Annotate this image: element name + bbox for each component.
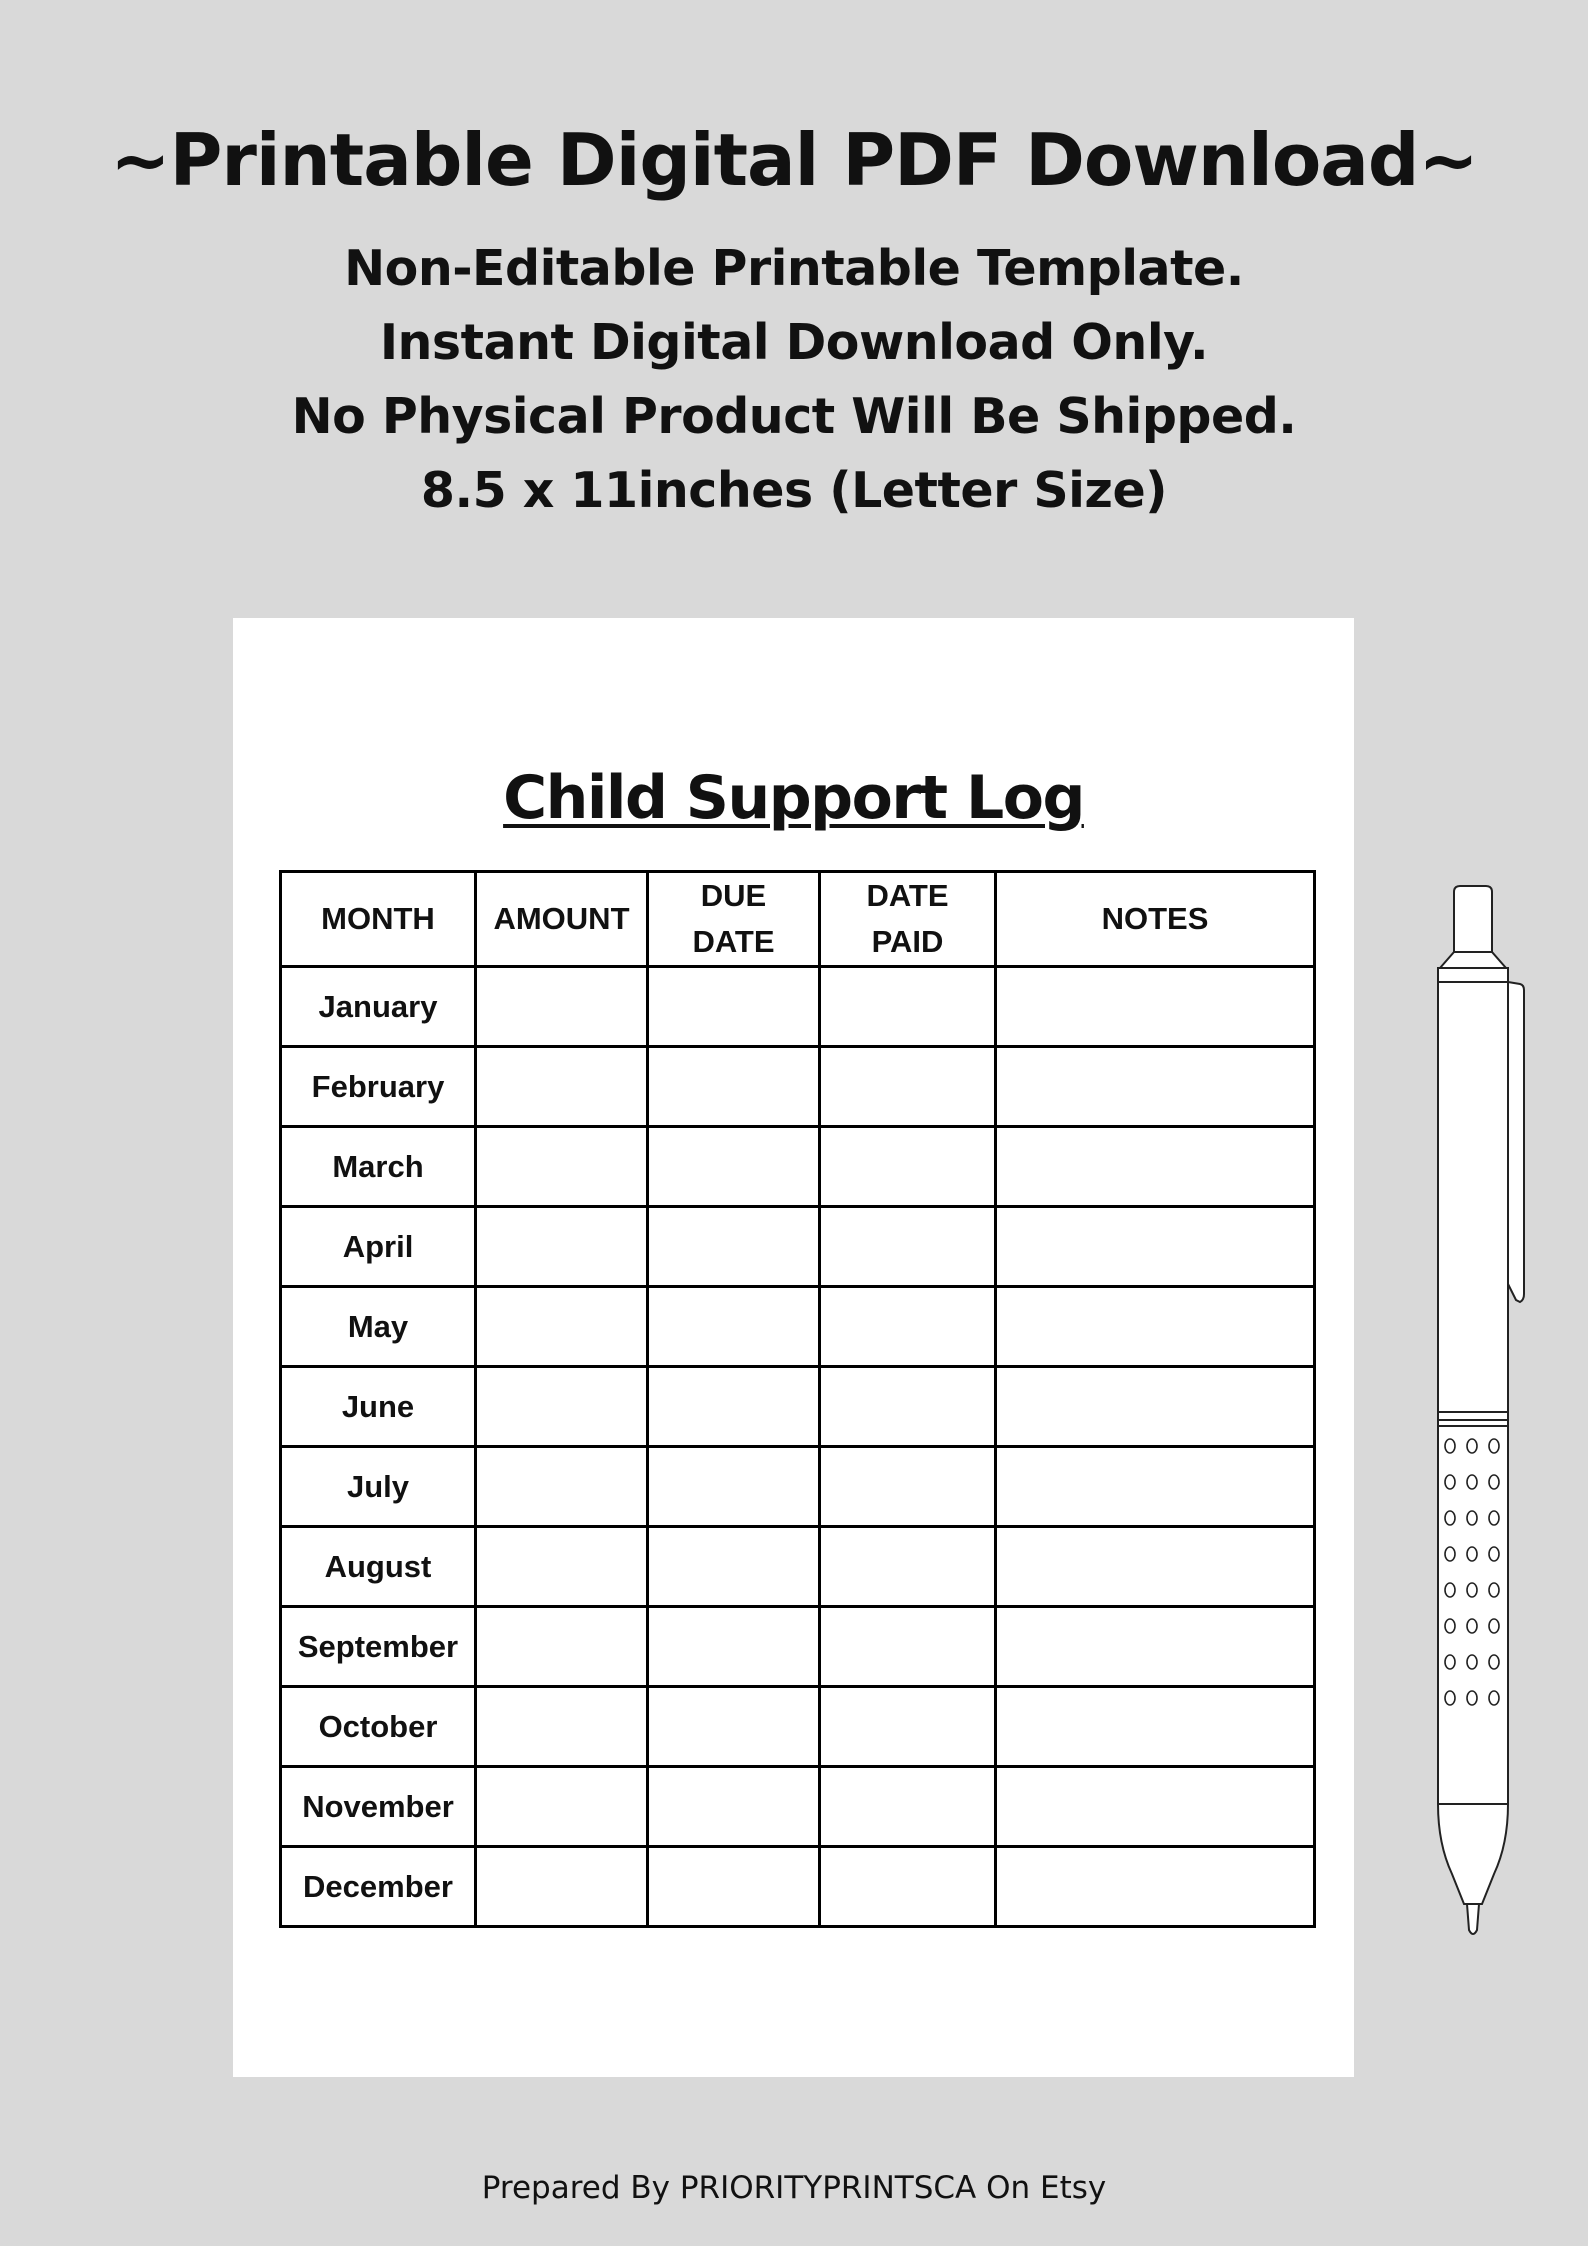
table-row	[281, 1847, 1315, 1927]
month-cell: April	[281, 1207, 476, 1287]
month-cell: October	[281, 1687, 476, 1767]
info-line-size: 8.5 x 11inches (Letter Size)	[420, 462, 1168, 519]
month-cell: July	[281, 1447, 476, 1527]
date-paid-cell	[820, 1367, 996, 1447]
notes-cell	[996, 1287, 1315, 1367]
due-date-cell	[648, 1527, 820, 1607]
info-line-download: Instant Digital Download Only.	[379, 314, 1209, 371]
due-date-cell	[648, 1207, 820, 1287]
date-paid-cell	[820, 1287, 996, 1367]
table-row	[281, 1687, 1315, 1767]
date-paid-cell	[820, 1207, 996, 1287]
product-info	[0, 232, 1588, 528]
amount-cell	[476, 1847, 648, 1927]
date-paid-cell	[820, 967, 996, 1047]
amount-cell	[476, 1207, 648, 1287]
due-date-cell	[648, 1047, 820, 1127]
date-paid-cell	[820, 1527, 996, 1607]
month-cell: May	[281, 1287, 476, 1367]
date-paid-cell	[820, 1127, 996, 1207]
table-row	[281, 1047, 1315, 1127]
amount-cell	[476, 967, 648, 1047]
month-cell: August	[281, 1527, 476, 1607]
date-paid-cell	[820, 1047, 996, 1127]
log-title-text: Child Support Log	[503, 763, 1084, 833]
table-row	[281, 967, 1315, 1047]
notes-cell	[996, 967, 1315, 1047]
due-date-cell	[648, 1287, 820, 1367]
date-paid-cell	[820, 1767, 996, 1847]
column-header-due-date: DUE DATE	[648, 872, 820, 967]
log-body	[281, 967, 1315, 1927]
amount-cell	[476, 1047, 648, 1127]
table-row	[281, 1447, 1315, 1527]
amount-cell	[476, 1687, 648, 1767]
footer-credit: Prepared By PRIORITYPRINTSCA On Etsy	[481, 2170, 1107, 2206]
notes-cell	[996, 1367, 1315, 1447]
month-cell: March	[281, 1127, 476, 1207]
date-paid-cell	[820, 1447, 996, 1527]
log-title	[233, 758, 1354, 838]
due-date-cell	[648, 1847, 820, 1927]
notes-cell	[996, 1687, 1315, 1767]
child-support-log-table	[279, 870, 1316, 1928]
month-cell: December	[281, 1847, 476, 1927]
info-line-editable: Non-Editable Printable Template.	[344, 240, 1244, 297]
amount-cell	[476, 1527, 648, 1607]
month-cell: November	[281, 1767, 476, 1847]
month-cell: September	[281, 1607, 476, 1687]
notes-cell	[996, 1047, 1315, 1127]
table-row	[281, 1367, 1315, 1447]
month-cell: June	[281, 1367, 476, 1447]
due-date-cell	[648, 1127, 820, 1207]
date-paid-cell	[820, 1687, 996, 1767]
amount-cell	[476, 1447, 648, 1527]
table-row	[281, 1287, 1315, 1367]
table-header-row	[281, 872, 1315, 967]
table-row	[281, 1207, 1315, 1287]
month-cell: January	[281, 967, 476, 1047]
notes-cell	[996, 1207, 1315, 1287]
month-cell: February	[281, 1047, 476, 1127]
amount-cell	[476, 1367, 648, 1447]
amount-cell	[476, 1607, 648, 1687]
due-date-cell	[648, 1767, 820, 1847]
notes-cell	[996, 1527, 1315, 1607]
due-date-cell	[648, 1687, 820, 1767]
amount-cell	[476, 1767, 648, 1847]
table-row	[281, 1527, 1315, 1607]
table-row	[281, 1607, 1315, 1687]
amount-cell	[476, 1127, 648, 1207]
due-date-cell	[648, 1607, 820, 1687]
due-date-cell	[648, 1367, 820, 1447]
column-header-date-paid: DATE PAID	[820, 872, 996, 967]
table-row	[281, 1127, 1315, 1207]
notes-cell	[996, 1127, 1315, 1207]
pen-icon	[1424, 884, 1544, 1960]
date-paid-cell	[820, 1847, 996, 1927]
column-header-amount: AMOUNT	[476, 872, 648, 967]
notes-cell	[996, 1607, 1315, 1687]
printable-sheet-preview	[233, 618, 1354, 2077]
page-headline: ~Printable Digital PDF Download~	[110, 118, 1478, 202]
notes-cell	[996, 1767, 1315, 1847]
date-paid-cell	[820, 1607, 996, 1687]
table-row	[281, 1767, 1315, 1847]
column-header-month: MONTH	[281, 872, 476, 967]
info-line-shipping: No Physical Product Will Be Shipped.	[291, 388, 1297, 445]
notes-cell	[996, 1847, 1315, 1927]
due-date-cell	[648, 1447, 820, 1527]
due-date-cell	[648, 967, 820, 1047]
amount-cell	[476, 1287, 648, 1367]
notes-cell	[996, 1447, 1315, 1527]
column-header-notes: NOTES	[996, 872, 1315, 967]
